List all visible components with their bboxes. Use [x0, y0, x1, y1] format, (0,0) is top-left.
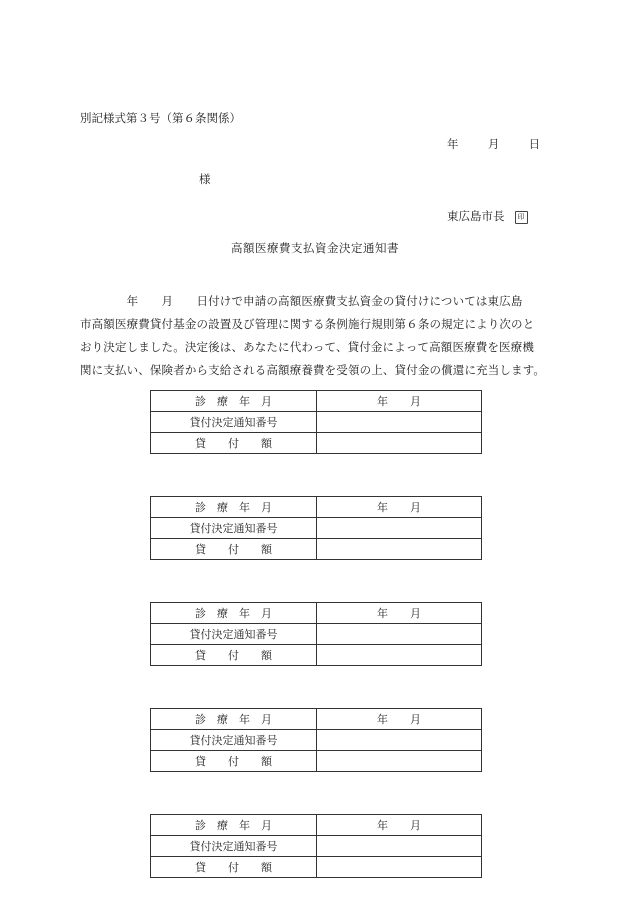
loan-records	[150, 390, 482, 920]
date-month: 月	[487, 137, 500, 151]
loan-amount-label: 貸 付 額	[151, 857, 317, 878]
table-row	[151, 857, 482, 878]
table-row	[151, 433, 482, 454]
issuer	[447, 208, 528, 224]
decision-number-label: 貸付決定通知番号	[151, 836, 317, 857]
date-year: 年	[447, 137, 459, 151]
table-row	[151, 709, 482, 730]
addressee: 様	[199, 172, 211, 186]
loan-record-table	[150, 814, 482, 878]
loan-amount-label: 貸 付 額	[151, 539, 317, 560]
table-row	[151, 518, 482, 539]
decision-number-label: 貸付決定通知番号	[151, 518, 317, 539]
body-line: 年 月 日付けで申請の高額医療費支払資金の貸付けについては東広島	[80, 294, 523, 308]
date-day: 日	[528, 137, 541, 151]
decision-number-label: 貸付決定通知番号	[151, 412, 317, 433]
loan-amount-value	[317, 645, 482, 666]
body-line: 関に支払い、保険者から支給される高額療養費を受領の上、貸付金の償還に充当します。	[80, 363, 546, 377]
loan-amount-label: 貸 付 額	[151, 433, 317, 454]
table-row	[151, 539, 482, 560]
date-line	[447, 136, 540, 152]
loan-amount-label: 貸 付 額	[151, 751, 317, 772]
table-row	[151, 815, 482, 836]
body-line: 市高額医療費貸付基金の設置及び管理に関する条例施行規則第６条の規定により次のと	[80, 317, 535, 331]
loan-record-table	[150, 390, 482, 454]
form-label: 別記様式第３号（第６条関係）	[80, 111, 241, 125]
decision-number-value	[317, 412, 482, 433]
body-text	[80, 290, 560, 382]
table-row	[151, 836, 482, 857]
loan-amount-value	[317, 433, 482, 454]
treatment-month-label: 診 療 年 月	[151, 497, 317, 518]
decision-number-value	[317, 518, 482, 539]
seal-mark: 印	[515, 211, 528, 224]
table-row	[151, 624, 482, 645]
treatment-month-label: 診 療 年 月	[151, 603, 317, 624]
decision-number-value	[317, 624, 482, 645]
treatment-month-label: 診 療 年 月	[151, 391, 317, 412]
treatment-month-value: 年 月	[317, 815, 482, 836]
decision-number-value	[317, 730, 482, 751]
loan-record-table	[150, 496, 482, 560]
document-title: 高額医療費支払資金決定通知書	[231, 241, 399, 255]
decision-number-label: 貸付決定通知番号	[151, 624, 317, 645]
decision-number-label: 貸付決定通知番号	[151, 730, 317, 751]
table-row	[151, 412, 482, 433]
treatment-month-label: 診 療 年 月	[151, 815, 317, 836]
issuer-name: 東広島市長	[447, 209, 505, 223]
loan-amount-value	[317, 857, 482, 878]
treatment-month-value: 年 月	[317, 497, 482, 518]
loan-amount-label: 貸 付 額	[151, 645, 317, 666]
table-row	[151, 645, 482, 666]
loan-amount-value	[317, 751, 482, 772]
treatment-month-value: 年 月	[317, 709, 482, 730]
loan-record-table	[150, 708, 482, 772]
treatment-month-label: 診 療 年 月	[151, 709, 317, 730]
treatment-month-value: 年 月	[317, 603, 482, 624]
table-row	[151, 751, 482, 772]
decision-number-value	[317, 836, 482, 857]
loan-amount-value	[317, 539, 482, 560]
treatment-month-value: 年 月	[317, 391, 482, 412]
table-row	[151, 391, 482, 412]
table-row	[151, 603, 482, 624]
table-row	[151, 497, 482, 518]
loan-record-table	[150, 602, 482, 666]
table-row	[151, 730, 482, 751]
body-line: おり決定しました。決定後は、あなたに代わって、貸付金によって高額医療費を医療機	[80, 340, 534, 354]
